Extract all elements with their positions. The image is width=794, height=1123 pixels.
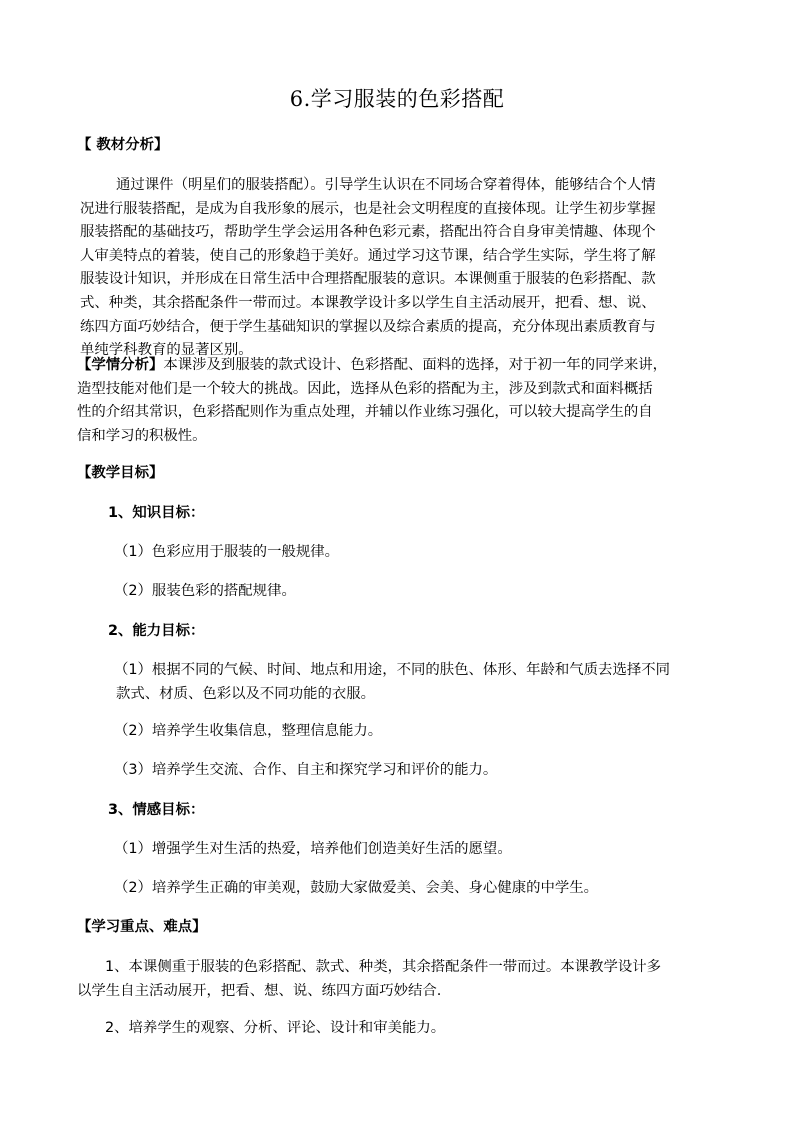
heading-teaching-goals: 【教学目标】 bbox=[77, 465, 164, 481]
paragraph-text: 本课涉及到服装的款式设计、色彩搭配、面料的选择，对于初一年的同学来讲， bbox=[163, 357, 668, 373]
subheading-emotion-goals: 3、情感目标： bbox=[108, 802, 205, 818]
heading-learner-analysis: 【学情分析】 bbox=[77, 357, 164, 373]
key-point-item: 2、培养学生的观察、分析、评论、设计和审美能力。 bbox=[105, 1020, 446, 1036]
goal-item: （1）增强学生对生活的热爱，培养他们创造美好生活的愿望。 bbox=[114, 841, 512, 857]
goal-item: （3）培养学生交流、合作、自主和探究学习和评价的能力。 bbox=[114, 762, 498, 778]
paragraph-line: 性的介绍其常识，色彩搭配则作为重点处理，并辅以作业练习强化，可以较大提高学生的自 bbox=[77, 404, 653, 421]
textbook-analysis-paragraph bbox=[80, 174, 656, 363]
subheading-ability-goals: 2、能力目标： bbox=[108, 623, 205, 639]
goal-item: （1）色彩应用于服装的一般规律。 bbox=[114, 544, 340, 560]
subheading-knowledge-goals: 1、知识目标： bbox=[108, 505, 205, 521]
learner-analysis-paragraph bbox=[77, 354, 667, 448]
goal-item-line: （1）根据不同的气候、时间、地点和用途，不同的肤色、体形、年龄和气质去选择不同 bbox=[114, 662, 671, 678]
paragraph-line: 式、种类，其余搭配条件一带而过。本课教学设计多以学生自主活动展开，把看、想、说、 bbox=[80, 294, 656, 311]
goal-item: （2）服装色彩的搭配规律。 bbox=[114, 583, 296, 599]
key-point-line: 1、本课侧重于服装的色彩搭配、款式、种类，其余搭配条件一带而过。本课教学设计多 bbox=[105, 959, 662, 975]
paragraph-line: 况进行服装搭配，是成为自我形象的展示，也是社会文明程度的直接体现。让学生初步掌握 bbox=[80, 200, 656, 217]
paragraph-line: 人审美特点的着装，使自己的形象趋于美好。通过学习这节课，结合学生实际，学生将了解 bbox=[80, 247, 656, 264]
heading-textbook-analysis: 【 教材分析】 bbox=[77, 137, 169, 153]
paragraph-line: 通过课件（明星们的服装搭配）。引导学生认识在不同场合穿着得体，能够结合个人情 bbox=[116, 177, 656, 193]
heading-key-points: 【学习重点、难点】 bbox=[77, 919, 207, 935]
key-point-line: 以学生自主活动展开，把看、想、说、练四方面巧妙结合. bbox=[77, 982, 442, 999]
goal-item bbox=[114, 659, 670, 706]
document-title: 6.学习服装的色彩搭配 bbox=[289, 87, 505, 111]
key-point-item bbox=[77, 956, 661, 1003]
paragraph-line: 信和学习的积极性。 bbox=[77, 427, 207, 444]
paragraph-line bbox=[77, 354, 667, 378]
paragraph-line: 练四方面巧妙结合，便于学生基础知识的掌握以及综合素质的提高，充分体现出素质教育与 bbox=[80, 318, 656, 335]
goal-item: （2）培养学生正确的审美观，鼓励大家做爱美、会美、身心健康的中学生。 bbox=[114, 880, 599, 896]
paragraph-line: 服装设计知识，并形成在日常生活中合理搭配服装的意识。本课侧重于服装的色彩搭配、款 bbox=[80, 271, 656, 288]
paragraph-line: 单纯学科教育的显著区别。 bbox=[80, 342, 253, 359]
goal-item-line: 款式、材质、色彩以及不同功能的衣服。 bbox=[116, 685, 376, 702]
paragraph-line: 造型技能对他们是一个较大的挑战。因此，选择从色彩的搭配为主，涉及到款式和面料概括 bbox=[77, 380, 653, 397]
paragraph-line: 服装搭配的基础技巧，帮助学生学会运用各种色彩元素，搭配出符合自身审美情趣、体现个 bbox=[80, 224, 656, 241]
goal-item: （2）培养学生收集信息，整理信息能力。 bbox=[114, 723, 383, 739]
